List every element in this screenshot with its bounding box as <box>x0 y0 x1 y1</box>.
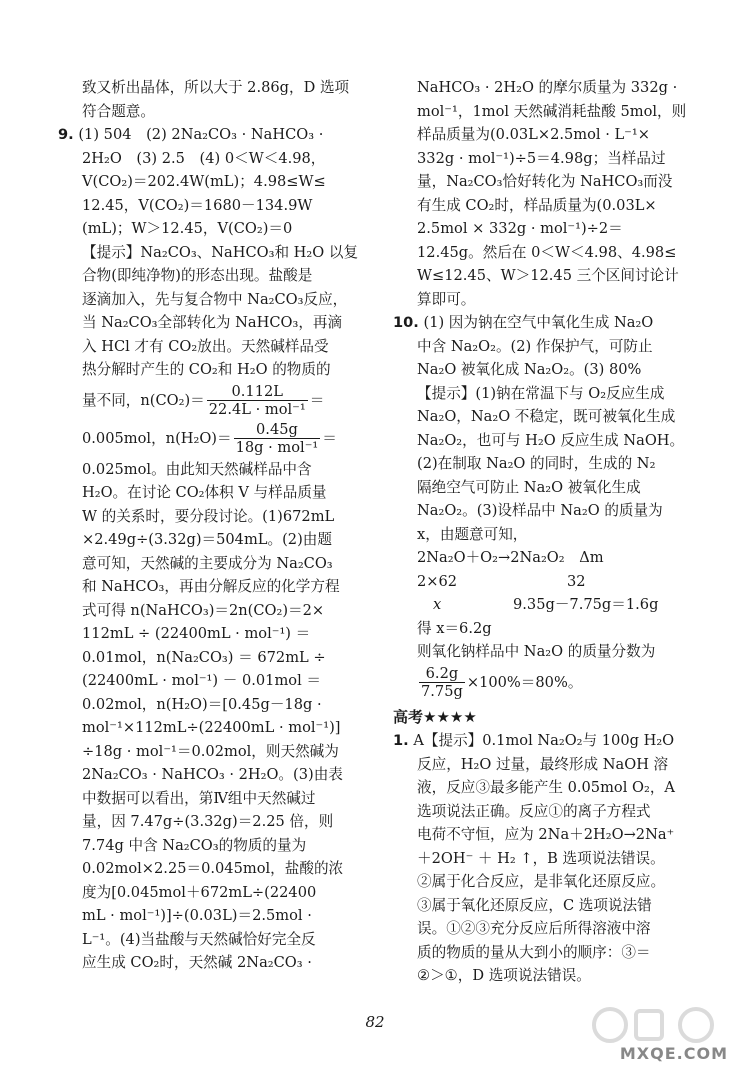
fraction-numerator: 0.112L <box>207 383 308 401</box>
text-line: 质的物质的量从大到小的顺序：③＝ <box>417 943 651 961</box>
text-line: Na₂O 被氧化成 Na₂O₂。(3) 80% <box>417 361 642 378</box>
answer-9-line: (1) 504 (2) 2Na₂CO₃ · NaHCO₃ · <box>78 126 324 143</box>
watermark-text: MXQE.COM <box>619 1044 728 1063</box>
right-column <box>393 76 703 988</box>
text-line: 液，反应③最多能产生 0.05mol O₂，A <box>417 779 675 796</box>
hint-line: 【提示】Na₂CO₃、NaHCO₃和 H₂O 以复 <box>82 243 359 261</box>
text-line: 样品质量为(0.03L×2.5mol · L⁻¹× <box>417 126 650 143</box>
question-number-9: 9. <box>58 126 74 143</box>
formula-line <box>58 382 380 420</box>
equation-term: 2×62 <box>417 572 458 590</box>
text-line: 2.5mol × 332g · mol⁻¹)÷2＝ <box>417 220 623 237</box>
formula-text: 0.005mol，n(H₂O)＝ <box>82 429 232 447</box>
text-line: 当 Na₂CO₃全部转化为 NaHCO₃，再滴 <box>82 314 343 331</box>
fraction-numerator: 0.45g <box>234 421 321 439</box>
text-line: 应生成 CO₂时，天然碱 2Na₂CO₃ · <box>82 954 312 971</box>
text-line: ×2.49g÷(3.32g)＝504mL。(2)由题 <box>82 531 332 548</box>
left-column <box>58 76 380 975</box>
answer-1-line: A【提示】0.1mol Na₂O₂与 100g H₂O <box>413 732 675 749</box>
text-line: W 的关系时，要分段讨论。(1)672mL <box>82 507 335 525</box>
text-line: 逐滴加入，先与复合物中 Na₂CO₃反应， <box>82 290 348 308</box>
text-line: 0.02mol，n(H₂O)＝[0.45g－18g · <box>82 695 322 713</box>
fraction-mass <box>419 665 465 700</box>
text-line: 0.01mol，n(Na₂CO₃) ＝ 672mL ÷ <box>82 648 326 666</box>
text-line: L⁻¹。(4)当盐酸与天然碱恰好完全反 <box>82 930 316 948</box>
text-line: 332g · mol⁻¹)÷5＝4.98g；当样品过 <box>417 149 666 167</box>
fraction-denominator: 22.4L · mol⁻¹ <box>208 401 306 418</box>
text-line: W≤12.45、W＞12.45 三个区间讨论计 <box>417 267 679 284</box>
formula-text: ×100%＝80%。 <box>466 673 583 691</box>
text-line: ＋2OH⁻ ＋ H₂ ↑，B 选项说法错误。 <box>417 849 665 867</box>
text-line: mL · mol⁻¹)]÷(0.03L)＝2.5mol · <box>82 907 312 924</box>
fraction-denominator: 7.75g <box>421 683 463 700</box>
text-line: 选项说法正确。反应①的离子方程式 <box>417 802 651 820</box>
text-line: x，由题意可知， <box>417 525 528 543</box>
text-line: 12.45，V(CO₂)＝1680－134.9W <box>82 196 313 214</box>
text-line: Na₂O₂。(3)设样品中 Na₂O 的质量为 <box>417 502 663 519</box>
equation-term: 32 <box>567 572 586 590</box>
text-line: 电荷不守恒，应为 2Na＋2H₂O→2Na⁺ <box>417 826 675 843</box>
text-line: 12.45g。然后在 0＜W＜4.98、4.98≤ <box>417 243 677 261</box>
text-line: (2)在制取 Na₂O 的同时，生成的 N₂ <box>417 455 656 472</box>
equation-line: 2Na₂O＋O₂→2Na₂O₂ Δm <box>417 549 604 566</box>
hint-line: 【提示】(1)钠在常温下与 O₂反应生成 <box>417 384 665 402</box>
formula-line <box>393 664 703 702</box>
fraction-numerator: 6.2g <box>419 665 465 683</box>
equation-term: 9.35g－7.75g＝1.6g <box>513 596 659 613</box>
text-line: 得 x＝6.2g <box>417 619 492 637</box>
answer-10-line: (1) 因为钠在空气中氧化生成 Na₂O <box>423 314 654 331</box>
fraction-co2 <box>207 383 308 418</box>
text-line: 则氧化钠样品中 Na₂O 的质量分数为 <box>417 643 656 660</box>
text-line: 和 NaHCO₃，再由分解反应的化学方程 <box>82 578 340 595</box>
equation-line <box>393 570 703 594</box>
text-line: 符合题意。 <box>82 102 155 120</box>
text-line: 0.025mol。由此知天然碱样品中含 <box>82 460 312 478</box>
text-line: 意可知，天然碱的主要成分为 Na₂CO₃ <box>82 554 333 572</box>
text-line: 量，因 7.47g÷(3.32g)＝2.25 倍，则 <box>82 813 334 830</box>
text-line: 式可得 n(NaHCO₃)＝2n(CO₂)＝2× <box>82 601 325 619</box>
text-line: (22400mL · mol⁻¹) － 0.01mol ＝ <box>82 672 321 689</box>
formula-text: ＝ <box>322 429 337 447</box>
text-line: ③属于氧化还原反应，C 选项说法错 <box>417 896 652 914</box>
text-line: mol⁻¹×112mL÷(22400mL · mol⁻¹)] <box>82 719 341 736</box>
text-line: 度为[0.045mol＋672mL÷(22400 <box>82 883 317 901</box>
text-line: Na₂O，Na₂O 不稳定，既可被氧化生成 <box>417 408 676 425</box>
text-line: 入 HCl 才有 CO₂放出。天然碱样品受 <box>82 337 329 355</box>
section-heading: 高考★★★★ <box>393 707 477 726</box>
text-line: 2H₂O (3) 2.5 (4) 0＜W＜4.98， <box>82 149 326 167</box>
text-line: 反应，H₂O 过量，最终形成 NaOH 溶 <box>417 755 669 773</box>
text-line: mol⁻¹，1mol 天然碱消耗盐酸 5mol，则 <box>417 102 687 120</box>
equation-term: x <box>433 596 442 613</box>
text-line: ②＞①，D 选项说法错误。 <box>417 967 591 984</box>
text-line: 隔绝空气可防止 Na₂O 被氧化生成 <box>417 478 641 496</box>
fraction-denominator: 18g · mol⁻¹ <box>235 439 319 456</box>
text-line: 合物(即纯净物)的形态出现。盐酸是 <box>82 267 313 284</box>
text-line: H₂O。在讨论 CO₂体积 V 与样品质量 <box>82 484 327 501</box>
text-line: 中含 Na₂O₂。(2) 作保护气，可防止 <box>417 337 653 355</box>
text-line: 7.74g 中含 Na₂CO₃的物质的量为 <box>82 836 307 854</box>
text-line: ②属于化合反应，是非氧化还原反应。 <box>417 873 666 890</box>
page-number: 82 <box>365 1013 385 1031</box>
text-line: Na₂O₂，也可与 H₂O 反应生成 NaOH。 <box>417 431 685 449</box>
text-line: 112mL ÷ (22400mL · mol⁻¹) ＝ <box>82 625 311 642</box>
text-line: (mL)；W＞12.45，V(CO₂)＝0 <box>82 220 293 237</box>
text-line: 算即可。 <box>417 290 476 308</box>
question-number-10: 10. <box>393 314 419 331</box>
formula-text: 量不同，n(CO₂)＝ <box>82 391 205 409</box>
text-line: 中数据可以看出，第Ⅳ组中天然碱过 <box>82 789 316 807</box>
text-line: 有生成 CO₂时，样品质量为(0.03L× <box>417 196 657 214</box>
text-line: NaHCO₃ · 2H₂O 的摩尔质量为 332g · <box>417 79 678 96</box>
text-line: 2Na₂CO₃ · NaHCO₃ · 2H₂O。(3)由表 <box>82 766 343 783</box>
equation-line <box>393 593 703 617</box>
text-line: ÷18g · mol⁻¹＝0.02mol，则天然碱为 <box>82 742 339 760</box>
text-line: 热分解时产生的 CO₂和 H₂O 的物质的 <box>82 361 331 378</box>
text-line: 致又析出晶体，所以大于 2.86g，D 选项 <box>82 79 350 96</box>
text-line: 误。①②③充分反应后所得溶液中溶 <box>417 920 651 937</box>
question-number-1: 1. <box>393 732 409 749</box>
text-line: 0.02mol×2.25＝0.045mol，盐酸的浓 <box>82 860 344 877</box>
fraction-h2o <box>234 421 321 456</box>
text-line: V(CO₂)＝202.4W(mL)；4.98≤W≤ <box>82 173 326 190</box>
text-line: 量，Na₂CO₃恰好转化为 NaHCO₃而没 <box>417 173 673 190</box>
formula-text: ＝ <box>309 391 325 409</box>
formula-line <box>58 420 380 458</box>
